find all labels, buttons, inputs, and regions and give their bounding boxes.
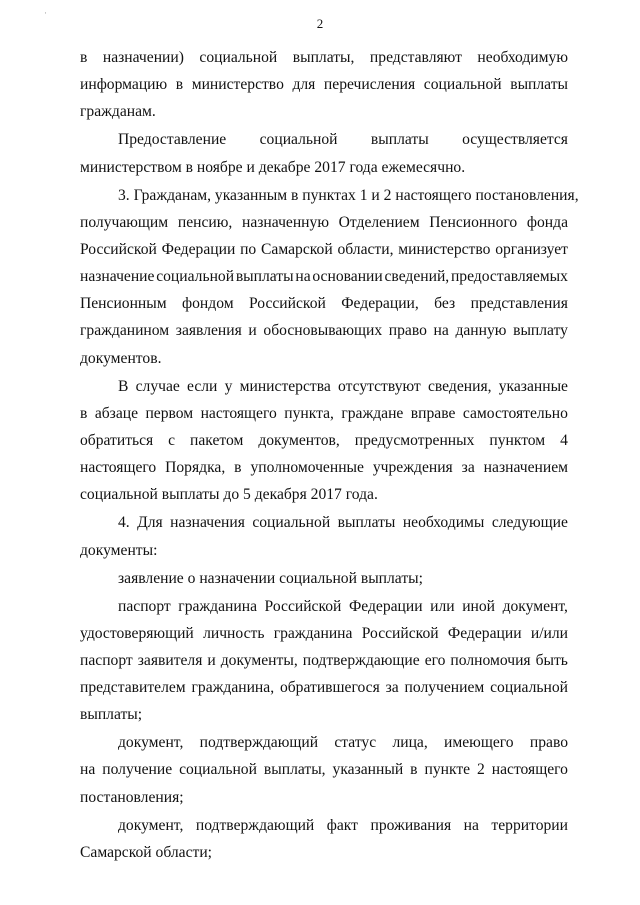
word: социальной [199,49,278,66]
word: его [424,651,446,669]
word: выплаты [510,76,568,94]
word: назначение [80,268,155,286]
text-line [80,209,568,236]
word: самостоятельно [462,404,568,422]
word: министерства [239,377,331,395]
word: получающим [80,213,169,231]
word: выплаты [337,514,396,532]
word: и/или [530,624,568,642]
word: обратившегося [279,679,380,697]
word: на [433,322,449,340]
word: выплаты, [292,49,355,66]
word: Пенсионным [80,295,167,313]
word: сведений, [384,268,450,286]
word: пакетом [190,432,244,450]
word: Самарской [261,240,333,258]
word: если [187,377,218,395]
word: лица, [392,734,428,752]
word: обратиться [80,432,154,450]
word: пункта, [284,404,334,422]
word: подтверждающий [195,816,315,834]
word: Российской [361,624,439,642]
text-line [80,729,568,756]
word: министерство [191,76,284,94]
document-body [80,44,579,866]
word: организует [495,240,568,258]
word: следующие [491,514,568,532]
page-number: 2 [316,16,324,31]
word: Федерации [348,597,423,615]
word: пунктом [489,432,546,450]
word: гражданином [80,322,170,340]
word: Российской [80,240,157,258]
word: министерство [398,240,491,258]
word: области, [337,240,394,258]
text-line: Самарской области; [80,843,213,861]
word: документ, [502,597,568,615]
word: документы, [220,651,298,669]
word: и [248,322,257,340]
word: абзаце [94,404,139,422]
word: гражданина [178,597,257,615]
word: выплаты [370,131,429,149]
word: гражданина, [191,679,275,697]
word: Для [137,514,163,532]
text-line [80,126,568,153]
text-line: министерством в ноябре и декабре 2017 года ежемесячно. [80,158,466,176]
word: уполномоченные [250,459,364,477]
word: Российской [248,295,326,313]
text-line [80,290,568,317]
word: 4. [118,514,130,532]
word: фондом [182,295,234,313]
word: подтверждающий [199,734,319,752]
word: заявителя [137,651,203,669]
text-line: гражданам. [80,103,156,121]
word: быть [535,651,568,669]
word: документ, [118,816,184,834]
text-line [80,756,568,783]
word: получение [102,761,173,779]
word: Российской [264,597,342,615]
word: информацию [80,76,168,94]
word: паспорт [118,597,171,615]
word: Пенсионного [429,213,518,231]
word: социальной [490,679,568,697]
word: социальной [423,76,502,94]
text-line: постановления; [80,788,184,806]
word: проживания [370,816,452,834]
word: представляют [369,49,462,66]
word: выплаты [235,268,294,286]
word: 4 [560,432,568,450]
word: документов, [258,432,340,450]
word: за [385,679,399,697]
word: социальной [259,131,338,149]
word: в [175,76,184,94]
word: Федерации [161,240,236,258]
word: первом [145,404,194,422]
word: настоящего [200,404,277,422]
word: без [434,295,456,313]
word: статус [334,734,377,752]
word: учреждения [372,459,453,477]
word: Федерации [447,624,522,642]
word: назначении) [102,49,184,66]
word: право [529,734,568,752]
word: осуществляется [462,131,568,149]
word: настоящего [491,761,568,779]
text-line [80,454,568,481]
text-line: заявление о назначении социальной выплаты; [118,569,423,587]
word: в [410,761,418,779]
text-line [80,812,568,839]
word: Порядка, [165,459,226,477]
word: пункте [424,761,471,779]
text-line [80,620,568,647]
text-line [80,373,568,400]
word: личность [203,624,265,642]
word: выплаты, [263,761,326,779]
word: предоставляемых [450,268,568,286]
word: заявления [175,322,242,340]
word: Предоставление [118,131,227,149]
word: получением [404,679,485,697]
word: территории [491,816,568,834]
text-line [80,236,568,263]
word: право [388,322,427,340]
word: Федерации, [341,295,419,313]
text-line: документов. [80,349,162,367]
scan-mark: · [44,8,47,18]
word: с [168,432,176,450]
text-line [80,509,568,536]
word: 2 [477,761,485,779]
word: на [80,761,96,779]
word: полномочия [450,651,531,669]
word: данную [455,322,507,340]
word: имеющего [444,734,514,752]
word: отсутствуют [338,377,421,395]
word: случае [135,377,180,395]
word: В [118,377,129,395]
word: социальной [252,514,331,532]
word: в [234,459,242,477]
word: пенсию, [177,213,233,231]
word: гражданина [273,624,353,642]
word: необходимы [402,514,485,532]
word: социальной [179,761,257,779]
word: представления [470,295,568,313]
word: в [80,49,88,66]
word: Отделением [338,213,420,231]
word: и [207,651,216,669]
text-line: выплаты; [80,706,143,724]
word: документ, [118,734,184,752]
word: фонда [526,213,568,231]
word: назначенную [242,213,329,231]
word: или [430,597,455,615]
text-line [80,674,568,701]
word: сведения, [427,377,492,395]
word: по [240,240,257,258]
word: назначением [483,459,568,477]
text-line [80,44,568,71]
word: настоящего [80,459,157,477]
text-line [80,593,568,620]
text-line [80,263,568,290]
word: у [224,377,233,395]
word: основании [312,268,383,286]
text-line: 3. Гражданам, указанным в пунктах 1 и 2 настоящего постановления, [118,186,579,204]
word: паспорт [80,651,133,669]
word: необходимую [477,49,568,66]
word: факт [326,816,358,834]
word: перечисления [323,76,416,94]
word: указанный [332,761,404,779]
word: предусмотренных [354,432,475,450]
text-line [80,647,568,674]
word: представителем [80,679,186,697]
text-line [80,317,568,344]
word: подтверждающие [302,651,420,669]
word: для [292,76,316,94]
word: граждане [341,404,404,422]
word: вправе [410,404,456,422]
text-line: социальной выплаты до 5 декабря 2017 года. [80,486,378,504]
word: выплату [513,322,568,340]
text-line [80,400,568,427]
word: за [461,459,475,477]
text-line [80,427,568,454]
word: указанные [498,377,568,395]
text-line: документы: [80,541,158,559]
word: в [80,404,88,422]
word: удостоверяющий [80,624,194,642]
word: обосновывающих [263,322,383,340]
word: на [463,816,479,834]
word: иной [462,597,496,615]
text-line [80,71,568,98]
word: назначения [170,514,245,532]
word: на [295,268,311,286]
word: социальной [156,268,235,286]
